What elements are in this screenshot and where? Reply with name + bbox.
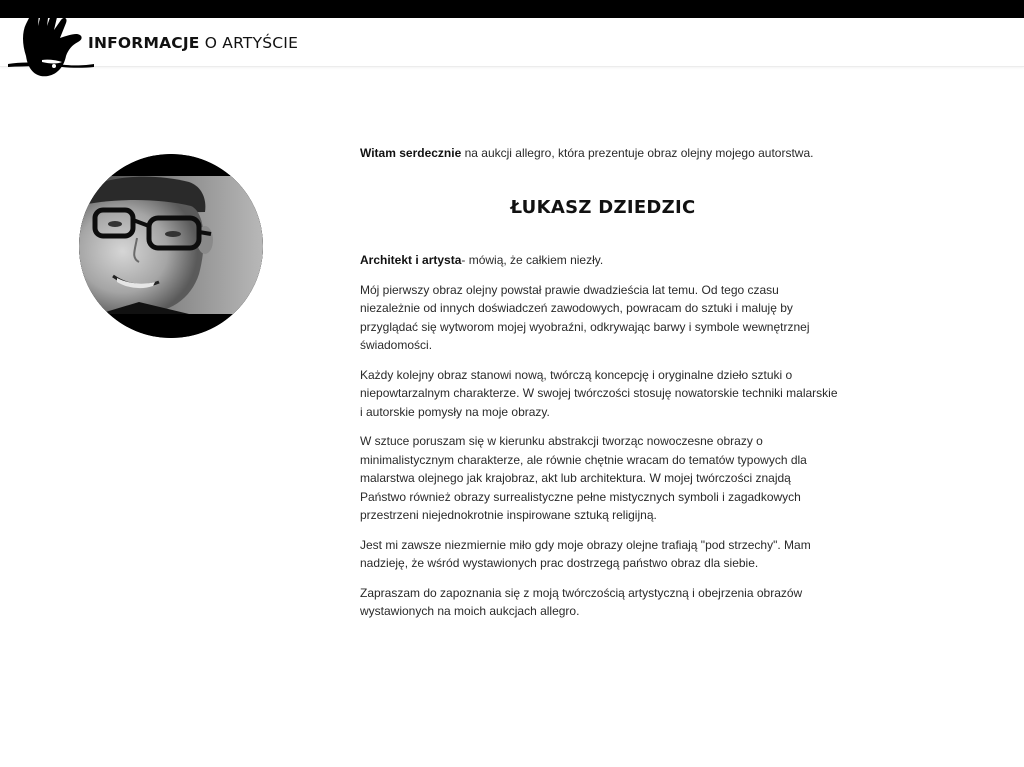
hand-logo-icon bbox=[6, 4, 98, 82]
architect-text: - mówią, że całkiem niezły. bbox=[461, 253, 604, 267]
intro-text: na aukcji allegro, która prezentuje obraz olejny mojego autorstwa. bbox=[461, 146, 814, 160]
paragraph-pod-strzechy: Jest mi zawsze niezmiernie miło gdy moje obrazy olejne trafiają "pod strzechy". Mam nadzieję, że wśród wystawionych prac dostrzegą państwo obraz dla siebie. bbox=[360, 537, 811, 570]
page-title-light: O ARTYŚCIE bbox=[204, 34, 299, 52]
page-title bbox=[88, 34, 298, 52]
top-black-bar bbox=[0, 0, 1024, 18]
intro-paragraph bbox=[360, 144, 840, 163]
page-header bbox=[0, 18, 1024, 67]
paragraph-each-painting: Każdy kolejny obraz stanowi nową, twórczą koncepcję i oryginalne dzieło sztuki o niepowtarzalnym charakterze. W swojej twórczości stosuję nowatorskie techniki malarskie i autorskie pomysły na moje obrazy. bbox=[360, 367, 838, 419]
artist-name-heading: ŁUKASZ DZIEDZIC bbox=[510, 196, 696, 218]
intro-bold: Witam serdecznie bbox=[360, 146, 462, 160]
architect-bold: Architekt i artysta bbox=[360, 253, 462, 267]
paragraph-invitation: Zapraszam do zapoznania się z moją twórczością artystyczną i obejrzenia obrazów wystawionych na moich aukcjach allegro. bbox=[360, 585, 803, 618]
page-title-strong: INFORMACJE bbox=[88, 34, 200, 52]
paragraph-abstraction: W sztuce poruszam się w kierunku abstrakcji tworząc nowoczesne obrazy o minimalistycznym charakterze, ale równie chętnie wracam do tematów typowych dla malarstwa olejnego jak krajobraz, akt lub architektura. W mojej twórczości znajdą Państwo również obrazy surrealistyczne pełne mistycznych symboli i zagadkowych przestrzeni niejednokrotnie inspirowane sztuką religijną. bbox=[360, 434, 807, 522]
artist-portrait bbox=[79, 154, 263, 338]
main-content bbox=[360, 144, 840, 632]
paragraph-first-painting: Mój pierwszy obraz olejny powstał prawie dwadzieścia lat temu. Od tego czasu niezależnie od innych doświadczeń zawodowych, powracam do sztuki i maluję by przyglądać się wytworom mojej wyobraźni, odkrywając barwy i symbole wewnętrznej świadomości. bbox=[360, 282, 810, 352]
paragraph-architect bbox=[360, 251, 840, 270]
